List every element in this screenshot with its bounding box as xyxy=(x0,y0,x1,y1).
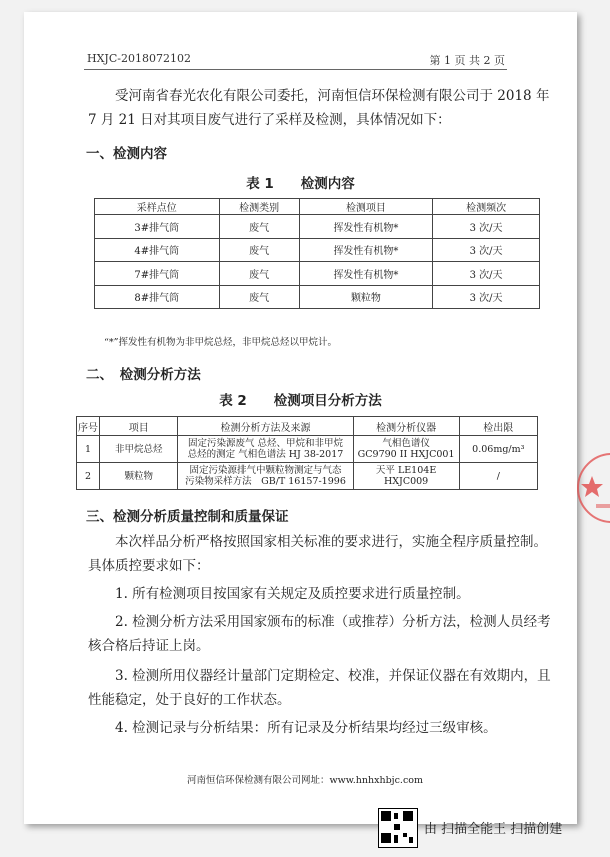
method-line: 固定污染源废气 总烃、甲烷和非甲烷 xyxy=(187,438,344,449)
table-row xyxy=(95,262,540,286)
table-cell: 1 xyxy=(77,436,100,463)
table-row xyxy=(95,285,540,309)
instrument-line: 天平 LE104E xyxy=(375,465,437,476)
table2-header: 检测分析方法及来源 xyxy=(178,417,353,436)
table-cell: 挥发性有机物* xyxy=(299,238,433,262)
table1-note: “*”挥发性有机物为非甲烷总烃，非甲烷总烃以甲烷计。 xyxy=(104,337,337,348)
table-cell xyxy=(353,436,459,463)
table-cell: 挥发性有机物* xyxy=(299,262,433,286)
method-line: 污染物采样方法 GB/T 16157-1996 xyxy=(185,476,346,487)
table1-header-row xyxy=(95,199,540,215)
qr-code-icon xyxy=(378,808,418,848)
table-row xyxy=(95,238,540,262)
table2 xyxy=(76,416,538,490)
table-row xyxy=(77,436,538,463)
table-cell: 颗粒物 xyxy=(299,285,433,309)
table-cell: 3 次/天 xyxy=(433,238,540,262)
table2-caption: 表 2 检测项目分析方法 xyxy=(219,393,382,409)
section2-title: 二、 检测分析方法 xyxy=(86,367,201,383)
table1-header: 检测项目 xyxy=(299,199,433,215)
table2-header: 检出限 xyxy=(459,417,537,436)
table-cell xyxy=(178,463,353,490)
page-info: 第 1 页 共 2 页 xyxy=(429,54,505,67)
table1-caption: 表 1 检测内容 xyxy=(246,176,355,192)
section1-title: 一、检测内容 xyxy=(86,146,167,162)
qc-item-2: 2. 检测分析方法采用国家颁布的标准（或推荐）分析方法，检测人员经考核合格后持证上岗。 xyxy=(88,614,551,654)
section3-title: 三、检测分析质量控制和质量保证 xyxy=(86,509,289,525)
table1-header: 检测类别 xyxy=(219,199,299,215)
table-cell: 3 次/天 xyxy=(433,215,540,239)
table-cell: 废气 xyxy=(219,285,299,309)
qc-item-4: 4. 检测记录与分析结果：所有记录及分析结果均经过三级审核。 xyxy=(115,720,497,736)
instrument-line: 气相色谱仪 xyxy=(382,438,430,449)
instrument-line: HXJC009 xyxy=(383,476,429,487)
scanner-watermark: 由 扫描全能王 扫描创建 xyxy=(424,822,563,837)
table-cell: 7#排气筒 xyxy=(95,262,220,286)
table-cell xyxy=(353,463,459,490)
table2-header: 检测分析仪器 xyxy=(353,417,459,436)
method-line: 总烃的测定 气相色谱法 HJ 38-2017 xyxy=(187,449,344,460)
method-line: 固定污染源排气中颗粒物测定与气态 xyxy=(189,465,342,476)
table-cell xyxy=(178,436,353,463)
table-cell: 0.06mg/m³ xyxy=(459,436,537,463)
table1-header: 检测频次 xyxy=(433,199,540,215)
section3-intro: 本次样品分析严格按照国家相关标准的要求进行，实施全程序质量控制。具体质控要求如下： xyxy=(88,534,547,574)
header-divider xyxy=(84,69,507,70)
table2-header: 项目 xyxy=(100,417,178,436)
qc-item-1: 1. 所有检测项目按国家有关规定及质控要求进行质量控制。 xyxy=(115,586,470,602)
table-cell: 8#排气筒 xyxy=(95,285,220,309)
table-cell: 挥发性有机物* xyxy=(299,215,433,239)
seal-stamp xyxy=(570,448,610,528)
intro-paragraph: 受河南省春光农化有限公司委托，河南恒信环保检测有限公司于 2018 年 7 月 21 日对其项目废气进行了采样及检测，具体情况如下： xyxy=(88,88,550,128)
table-cell: 非甲烷总烃 xyxy=(100,436,178,463)
table-cell: 3#排气筒 xyxy=(95,215,220,239)
qc-item-3: 3. 检测所用仪器经计量部门定期检定、校准，并保证仪器在有效期内，且性能稳定，处于良好的工作状态。 xyxy=(88,668,551,708)
table1 xyxy=(94,198,540,309)
table-cell: 4#排气筒 xyxy=(95,238,220,262)
table-cell: 废气 xyxy=(219,215,299,239)
table-cell: 废气 xyxy=(219,262,299,286)
table2-header: 序号 xyxy=(77,417,100,436)
table-row xyxy=(77,463,538,490)
footer-website: 河南恒信环保检测有限公司网址：www.hnhxhbjc.com xyxy=(186,775,424,786)
table1-header: 采样点位 xyxy=(95,199,220,215)
table-row xyxy=(95,215,540,239)
document-page xyxy=(24,12,577,824)
table-cell: 颗粒物 xyxy=(100,463,178,490)
table-cell: 3 次/天 xyxy=(433,262,540,286)
table-cell: 2 xyxy=(77,463,100,490)
table-cell: 3 次/天 xyxy=(433,285,540,309)
table-cell: 废气 xyxy=(219,238,299,262)
table2-header-row xyxy=(77,417,538,436)
table-cell: / xyxy=(459,463,537,490)
seal-stamp-graphic xyxy=(570,448,610,528)
instrument-line: GC9790 II HXJC001 xyxy=(357,449,455,460)
doc-number: HXJC-2018072102 xyxy=(87,52,191,65)
